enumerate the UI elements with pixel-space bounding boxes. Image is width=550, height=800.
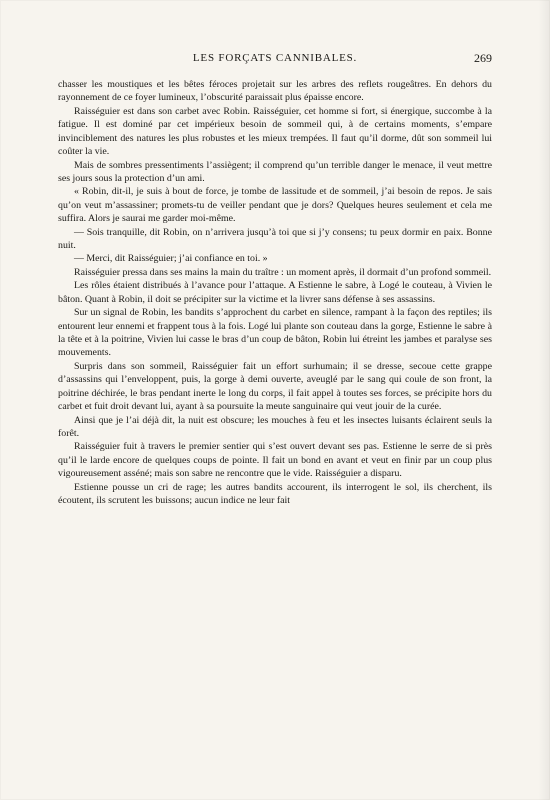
paragraph-9: Sur un signal de Robin, les bandits s’approchent du carbet en silence, rampant à la façon des reptiles; ils entourent leur ennemi et frappent tous à la fois. Logé lui plante son couteau dans la gorge, Estienne le sabre à la tête et à la poitrine, Vivien lui casse le bras d’un coup de bâton, Robin lui étreint les jambes et paralyse ses mouvements. xyxy=(58,307,492,359)
page-number: 269 xyxy=(474,51,492,65)
paragraph-1: chasser les moustiques et les bêtes féroces projetait sur les arbres des reflets rougeâtres. En dehors du rayonnement de ce foyer lumineux, l’obscurité paraissait plus épaisse encore. xyxy=(58,79,492,104)
paragraph-7: Raisséguier pressa dans ses mains la main du traître : un moment après, il dormait d’un profond sommeil. xyxy=(74,266,492,278)
paragraph-2: Raisséguier est dans son carbet avec Robin. Raisséguier, cet homme si fort, si énergique, succombe à la fatigue. Il est dominé par cet impérieux besoin de sommeil qui, à de certains moments, s’empare invinciblement des natures les plus robustes et les mieux trempées. Il faut qu’il dorme, dût son sommeil lui coûter la vie. xyxy=(58,105,492,158)
paragraph-10: Surpris dans son sommeil, Raisséguier fait un effort surhumain; il se dresse, secoue cette grappe d’assassins qui l’enveloppent, puis, la gorge à demi ouverte, aveuglé par le sang qui coule de son front, la poitrine déchirée, le bras pendant inerte le long du corps, il fait appel à toutes ses forces, se précipite hors du carbet et fuit droit devant lui, ayant à sa poursuite la meute sanguinaire qui veut jouir de la curée. xyxy=(58,360,492,413)
page-header xyxy=(58,52,492,72)
paragraph-5: — Sois tranquille, dit Robin, on n’arrivera jusqu’à toi que si j’y consens; tu peux dormir en paix. Bonne nuit. xyxy=(58,226,492,252)
page-edge-shadow xyxy=(538,0,550,800)
body-text xyxy=(58,78,492,508)
paragraph-11: Ainsi que je l’ai déjà dit, la nuit est obscure; les mouches à feu et les insectes luisants éclairent seuls la forêt. xyxy=(58,414,492,439)
paragraph-8: Les rôles étaient distribués à l’avance pour l’attaque. A Estienne le sabre, à Logé le couteau, à Vivien le bâton. Quant à Robin, il doit se précipiter sur la victime et la livrer sans défense à ses assassins. xyxy=(58,280,492,305)
paragraph-3: Mais de sombres pressentiments l’assiègent; il comprend qu’un terrible danger le menace, il veut mettre ses jours sous la protection d’un ami. xyxy=(58,159,492,184)
running-title: LES FORÇATS CANNIBALES. xyxy=(192,52,358,64)
paragraph-6: — Merci, dit Raisséguier; j’ai confiance en toi. » xyxy=(74,253,268,265)
paragraph-13: Estienne pousse un cri de rage; les autres bandits accourent, ils interrogent le sol, ils cherchent, ils écoutent, ils scrutent les buissons; aucun indice ne leur fait xyxy=(58,481,492,507)
paragraph-4: « Robin, dit-il, je suis à bout de force, je tombe de lassitude et de sommeil, j’ai besoin de repos. Je sais qu’on veut m’assassiner; promets-tu de veiller pendant que je dors? Quelques heures seulement et cela me suffira. Alors je saurai me garder moi-même. xyxy=(58,186,492,225)
paragraph-12: Raisséguier fuit à travers le premier sentier qui s’est ouvert devant ses pas. Estienne le serre de si près qu’il le larde encore de quelques coups de pointe. Il fait un bond en avant et veut en finir par un coup plus vigoureusement asséné; mais son sabre ne rencontre que le vide. Raisséguier a disparu. xyxy=(58,441,492,480)
